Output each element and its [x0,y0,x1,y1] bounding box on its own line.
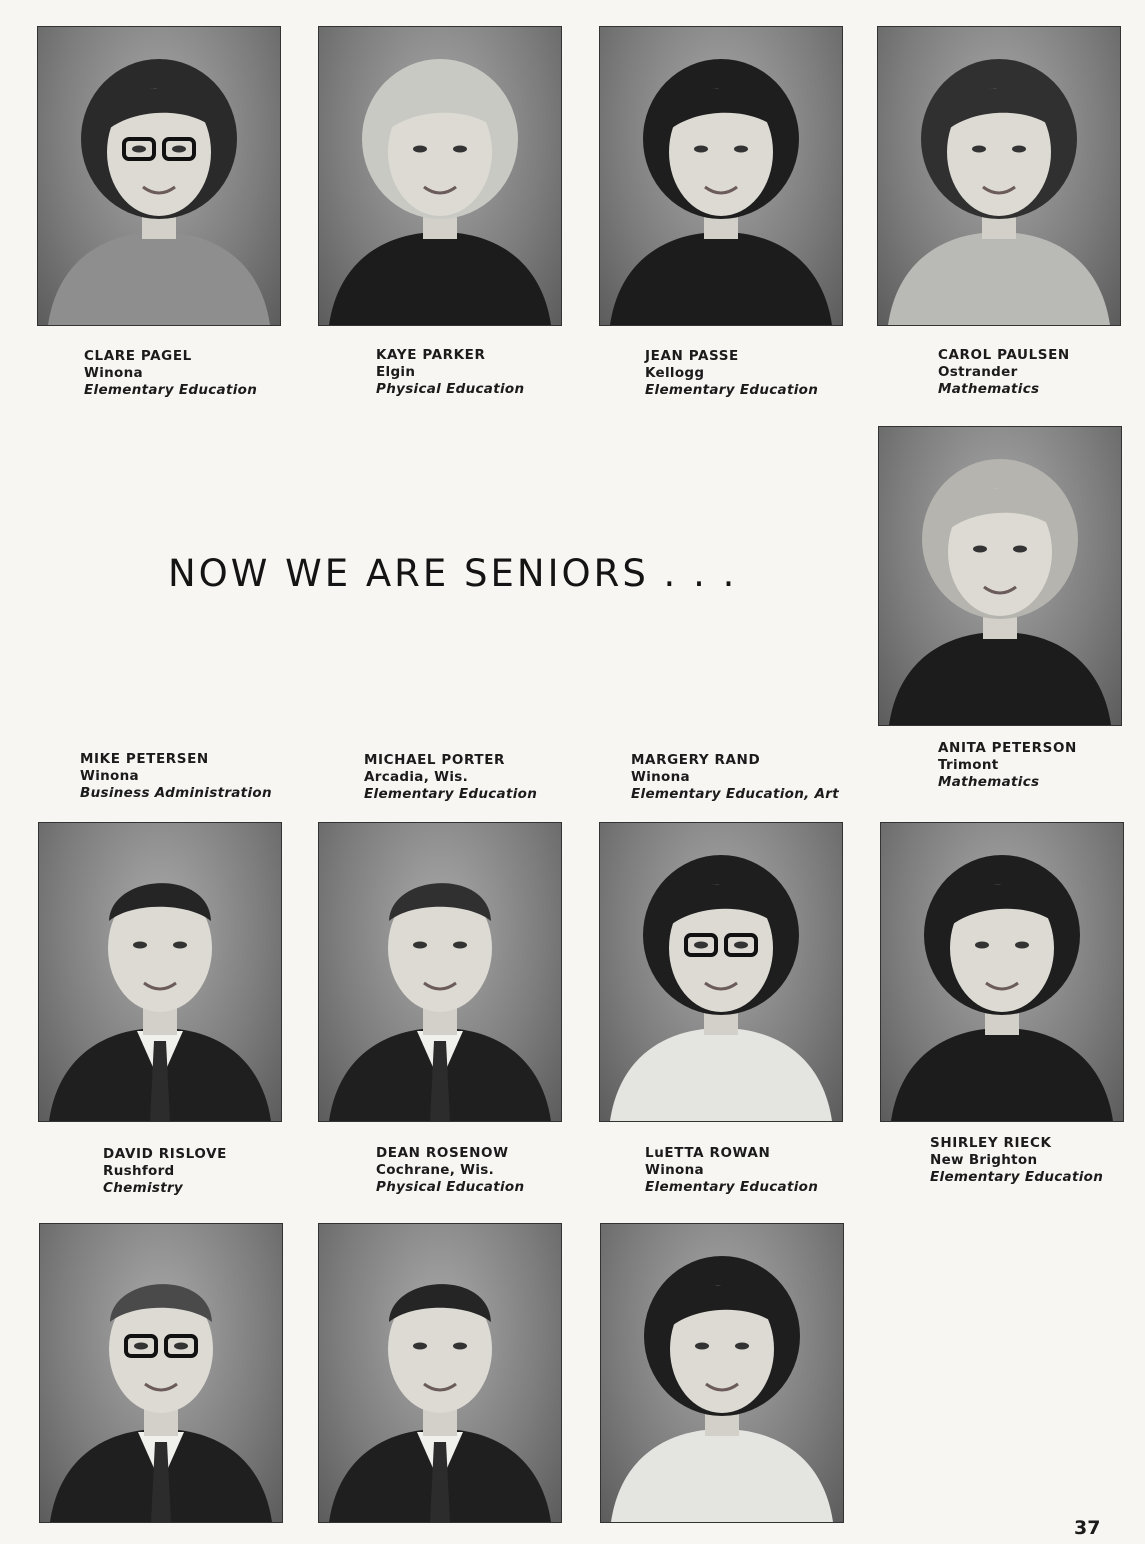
portrait-image [38,27,280,325]
student-hometown: Winona [84,365,143,381]
portrait-photo [39,1223,283,1523]
student-major: Elementary Education [364,786,538,802]
student-name: MARGERY RAND [631,752,761,768]
eye-shape [173,942,187,949]
eye-shape [134,1343,148,1350]
student-hometown: Elgin [376,364,416,380]
eye-shape [453,1343,467,1350]
portrait-photo [37,26,281,326]
student-caption [645,348,818,399]
portrait-image [600,823,842,1121]
portrait-image [39,823,281,1121]
portrait-image [878,27,1120,325]
student-caption [84,348,257,399]
student-hometown: Winona [645,1162,704,1178]
student-name: LuETTA ROWAN [645,1145,771,1161]
eye-shape [972,146,986,153]
student-major: Elementary Education [645,1179,819,1195]
eye-shape [734,942,748,949]
eye-shape [1012,146,1026,153]
student-hometown: New Brighton [930,1152,1038,1168]
student-major: Physical Education [376,381,525,397]
portrait-photo [600,1223,844,1523]
student-caption [938,740,1077,791]
portrait-photo [38,822,282,1122]
student-hometown: Arcadia, Wis. [364,769,469,785]
clothing-shape [329,232,551,325]
portrait-image [881,823,1123,1121]
student-hometown: Rushford [103,1163,175,1179]
student-caption [103,1146,227,1197]
student-caption [938,347,1070,398]
clothing-shape [48,232,270,325]
student-major: Elementary Education [84,382,258,398]
clothing-shape [889,632,1111,725]
portrait-image [879,427,1121,725]
student-caption [376,347,524,398]
eye-shape [1015,942,1029,949]
student-major: Business Administration [80,785,272,801]
portrait-image [319,1224,561,1522]
student-name: DAVID RISLOVE [103,1146,227,1162]
portrait-photo [880,822,1124,1122]
portrait-image [40,1224,282,1522]
student-caption [631,752,839,803]
eye-shape [413,146,427,153]
student-caption [930,1135,1103,1186]
eye-shape [975,942,989,949]
clothing-shape [891,1028,1113,1121]
eye-shape [453,942,467,949]
student-name: JEAN PASSE [645,348,739,364]
student-hometown: Ostrander [938,364,1018,380]
clothing-shape [611,1429,833,1522]
portrait-photo [877,26,1121,326]
portrait-photo [599,822,843,1122]
student-major: Elementary Education [645,382,819,398]
portrait-image [319,27,561,325]
student-hometown: Winona [80,768,139,784]
eye-shape [734,146,748,153]
student-caption [376,1145,524,1196]
clothing-shape [610,232,832,325]
student-name: CLARE PAGEL [84,348,192,364]
eye-shape [735,1343,749,1350]
student-hometown: Kellogg [645,365,705,381]
student-name: MICHAEL PORTER [364,752,506,768]
eye-shape [453,146,467,153]
page-title: NOW WE ARE SENIORS . . . [168,552,738,595]
eye-shape [133,942,147,949]
eye-shape [174,1343,188,1350]
page-number: 37 [1074,1517,1101,1539]
student-major: Chemistry [103,1180,184,1196]
portrait-image [319,823,561,1121]
student-hometown: Winona [631,769,690,785]
eye-shape [413,942,427,949]
student-name: DEAN ROSENOW [376,1145,509,1161]
portrait-photo [318,822,562,1122]
student-major: Mathematics [938,774,1040,790]
portrait-image [601,1224,843,1522]
portrait-photo [599,26,843,326]
eye-shape [973,546,987,553]
clothing-shape [888,232,1110,325]
student-name: MIKE PETERSEN [80,751,209,767]
student-name: CAROL PAULSEN [938,347,1070,363]
eye-shape [132,146,146,153]
eye-shape [694,942,708,949]
eye-shape [695,1343,709,1350]
portrait-image [600,27,842,325]
eye-shape [694,146,708,153]
portrait-photo [318,26,562,326]
eye-shape [413,1343,427,1350]
clothing-shape [610,1028,832,1121]
student-name: ANITA PETERSON [938,740,1077,756]
student-name: SHIRLEY RIECK [930,1135,1052,1151]
portrait-photo [318,1223,562,1523]
student-caption [364,752,537,803]
student-major: Mathematics [938,381,1040,397]
eye-shape [172,146,186,153]
student-name: KAYE PARKER [376,347,486,363]
eye-shape [1013,546,1027,553]
student-caption [80,751,272,802]
student-caption [645,1145,818,1196]
student-hometown: Trimont [938,757,999,773]
student-major: Physical Education [376,1179,525,1195]
student-hometown: Cochrane, Wis. [376,1162,495,1178]
portrait-photo [878,426,1122,726]
student-major: Elementary Education, Art [631,786,840,802]
student-major: Elementary Education [930,1169,1104,1185]
